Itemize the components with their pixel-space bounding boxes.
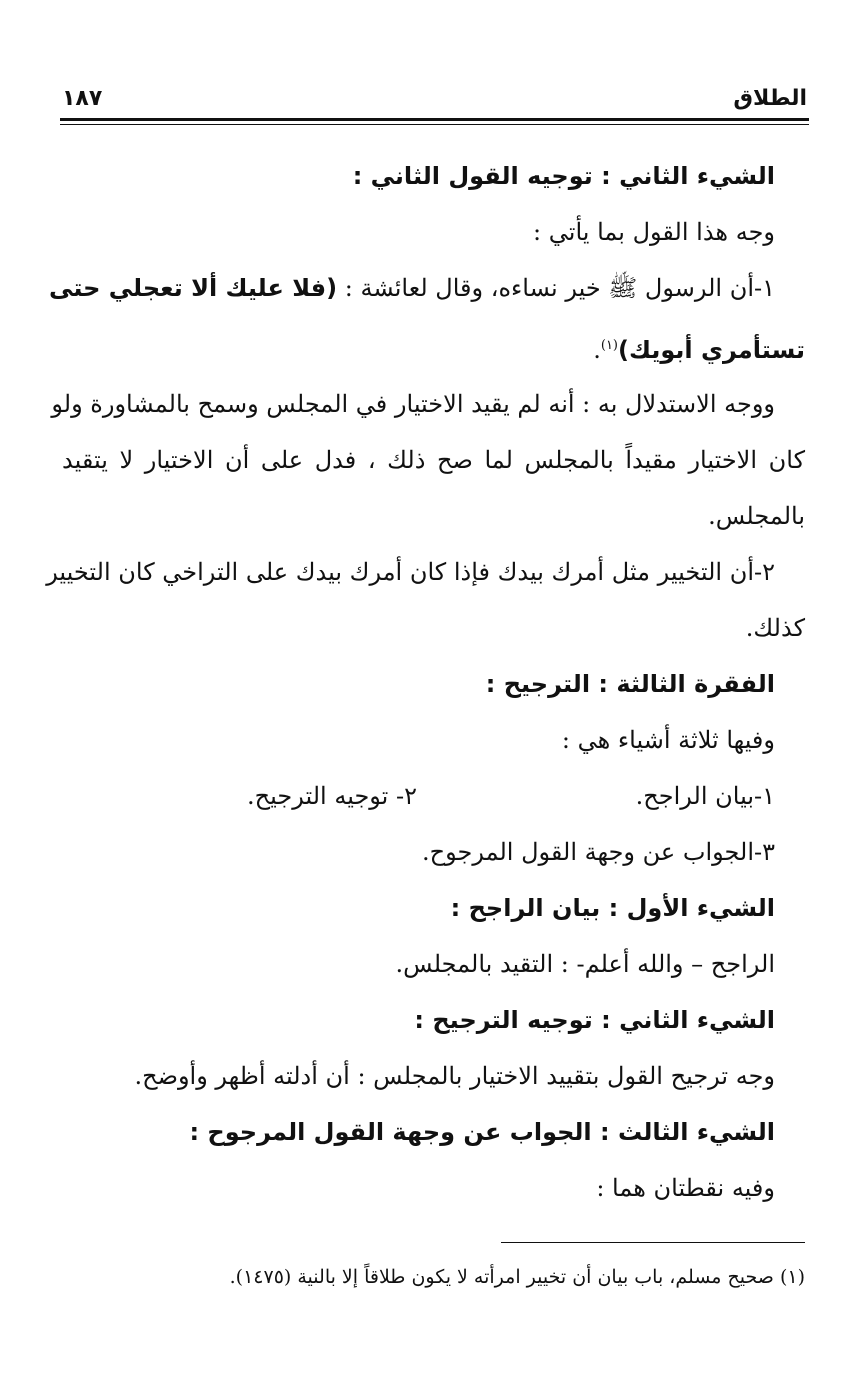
list-item-3: ٣-الجواب عن وجهة القول المرجوح. xyxy=(421,838,775,866)
page-header xyxy=(62,86,807,116)
third-thing-text: وفيه نقطتان هما : xyxy=(596,1174,775,1202)
paragraph-2-line-2: كان الاختيار مقيداً بالمجلس لما صح ذلك ، فدل على أن الاختيار لا يتقيد xyxy=(62,446,805,474)
paragraph-1-line-2 xyxy=(593,326,805,370)
paragraph-1-line-1 xyxy=(49,268,775,308)
paragraph-2-line-3: بالمجلس. xyxy=(708,502,805,530)
paragraph-1-end: . xyxy=(593,336,601,364)
hadith-quote-end: تستأمري أبويك) xyxy=(618,336,805,364)
footnote-reference: (١) xyxy=(600,338,618,353)
hadith-quote-start: (فلا عليك ألا تعجلي حتى xyxy=(49,274,338,302)
three-things-line: وفيها ثلاثة أشياء هي : xyxy=(561,726,775,754)
footnote: (١) صحيح مسلم، باب بيان أن تخيير امرأته لا يكون طلاقاً إلا بالنية (١٤٧٥). xyxy=(229,1266,805,1288)
heading-second-thing: الشيء الثاني : توجيه القول الثاني : xyxy=(352,162,775,190)
paragraph-3-line-1: ٢-أن التخيير مثل أمرك بيدك فإذا كان أمرك بيدك على التراخي كان التخيير xyxy=(46,558,775,586)
list-item-2: ٢- توجيه الترجيح. xyxy=(247,782,417,810)
heading-third-thing: الشيء الثالث : الجواب عن وجهة القول المرجوح : xyxy=(189,1118,775,1146)
heading-first-thing: الشيء الأول : بيان الراجح : xyxy=(450,894,775,922)
heading-second-thing-2: الشيء الثاني : توجيه الترجيح : xyxy=(414,1006,775,1034)
footnote-separator xyxy=(501,1242,805,1243)
page-number: ١٨٧ xyxy=(62,86,103,111)
paragraph-2-line-1: ووجه الاستدلال به : أنه لم يقيد الاختيار في المجلس وسمح بالمشاورة ولو xyxy=(51,390,775,418)
paragraph-1-text: ١-أن الرسول ﷺ خير نساءه، وقال لعائشة : xyxy=(337,274,775,302)
header-rule-thin xyxy=(60,124,809,125)
heading-third-paragraph: الفقرة الثالثة : الترجيح : xyxy=(485,670,775,698)
header-rule-thick xyxy=(60,118,809,121)
paragraph-3-line-2: كذلك. xyxy=(745,614,805,642)
first-thing-text: الراجح – والله أعلم- : التقيد بالمجلس. xyxy=(395,950,775,978)
intro-line: وجه هذا القول بما يأتي : xyxy=(533,218,775,246)
running-title: الطلاق xyxy=(733,86,807,111)
list-item-1: ١-بيان الراجح. xyxy=(635,782,775,810)
second-thing-text: وجه ترجيح القول بتقييد الاختيار بالمجلس : أن أدلته أظهر وأوضح. xyxy=(134,1062,775,1090)
